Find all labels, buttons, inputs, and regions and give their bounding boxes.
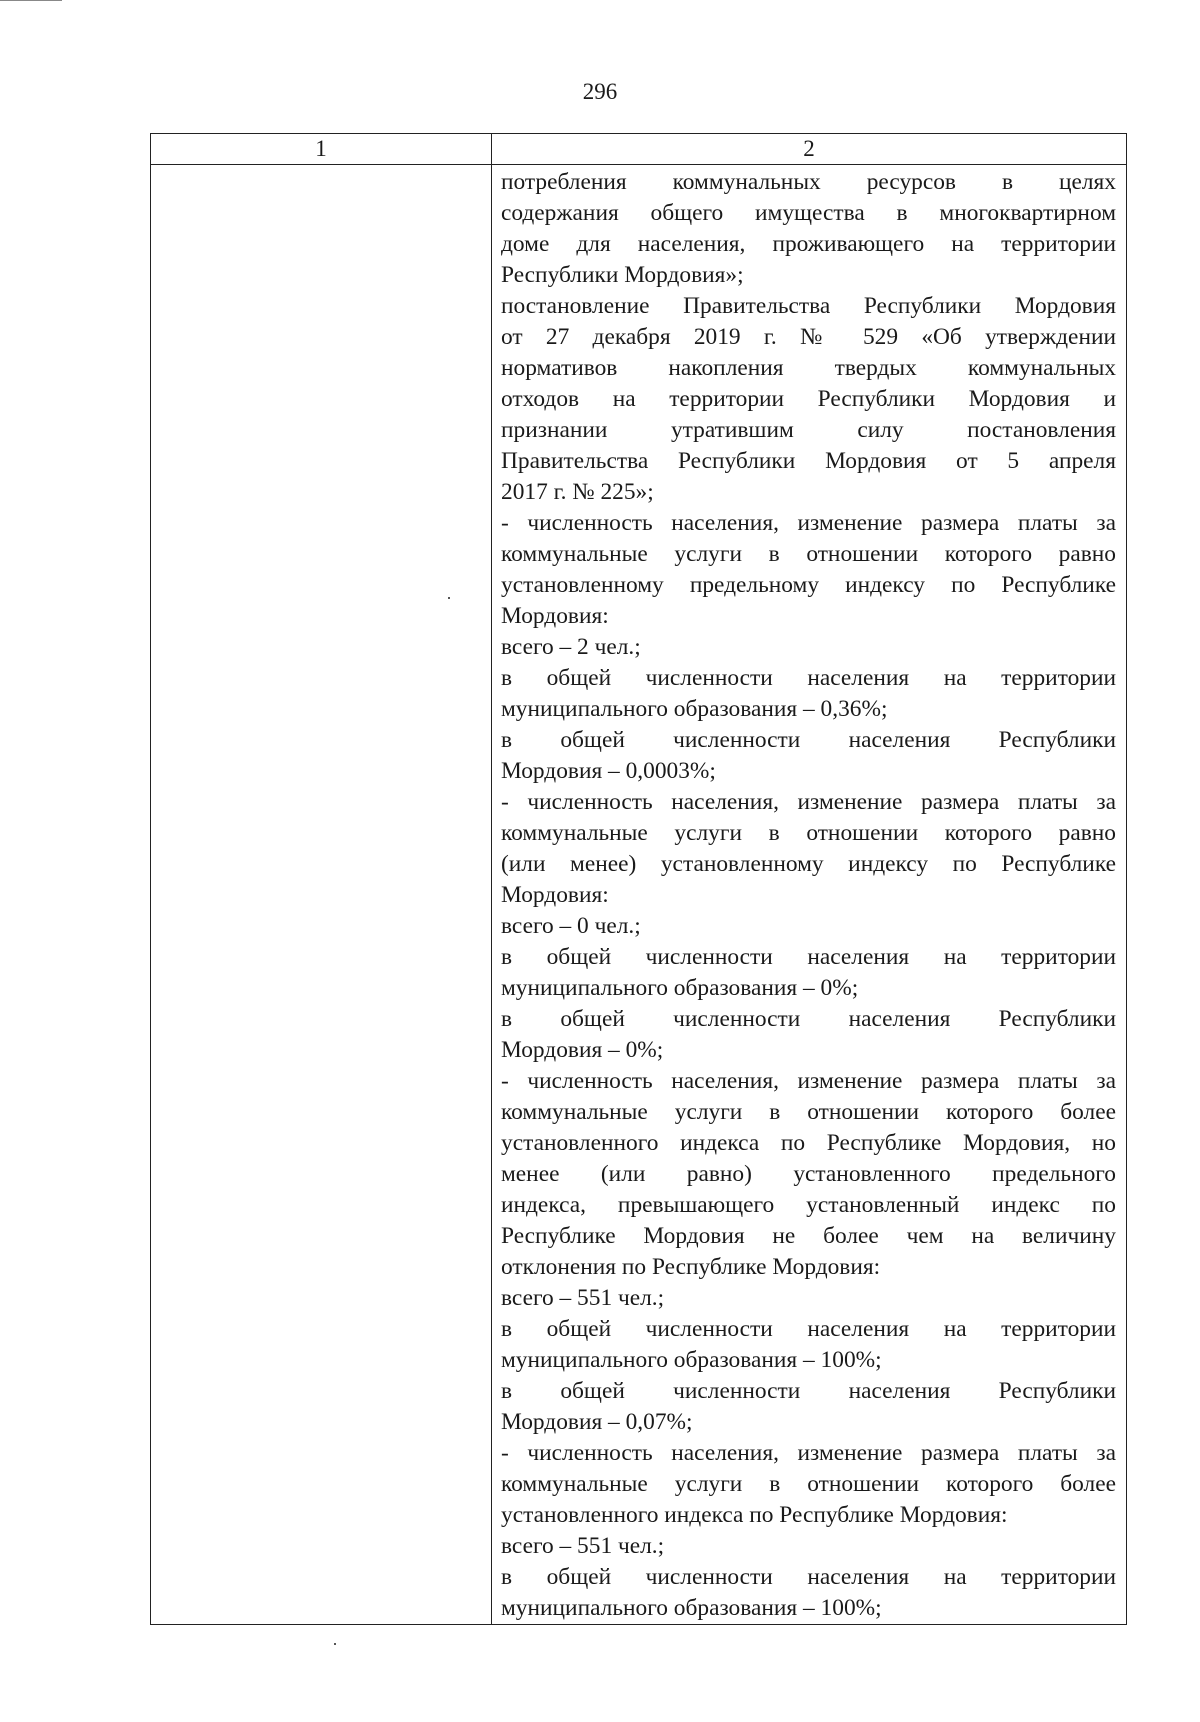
column-header-1: 1 — [151, 134, 492, 165]
text-line: Мордовия: — [501, 882, 609, 908]
text-line: 2017 г. № 225»; — [501, 479, 654, 505]
text-line: в общей численности населения Республики — [501, 1006, 1116, 1032]
text-line: муниципального образования – 0%; — [501, 975, 859, 1001]
text-line: индекса, превышающего установленный индекс по — [501, 1192, 1116, 1218]
text-line: - численность населения, изменение размера платы за — [501, 510, 1116, 536]
text-line: коммунальные услуги в отношении которого равно — [501, 541, 1116, 567]
text-line: в общей численности населения Республики — [501, 727, 1116, 753]
text-line: признании утратившим силу постановления — [501, 417, 1116, 443]
text-line: - численность населения, изменение размера платы за — [501, 1440, 1116, 1466]
document-table — [150, 133, 1127, 1625]
scan-speck — [334, 1643, 336, 1645]
text-line: коммунальные услуги в отношении которого равно — [501, 820, 1116, 846]
text-line: Правительства Республики Мордовия от 5 апреля — [501, 448, 1116, 474]
column-header-2: 2 — [492, 134, 1127, 165]
text-line: - численность населения, изменение размера платы за — [501, 789, 1116, 815]
text-line: содержания общего имущества в многоквартирном — [501, 200, 1116, 226]
text-line: доме для населения, проживающего на территории — [501, 231, 1116, 257]
text-line: менее (или равно) установленного предельного — [501, 1161, 1116, 1187]
text-line: отклонения по Республике Мордовия: — [501, 1254, 881, 1280]
text-line: всего – 551 чел.; — [501, 1285, 665, 1311]
column-1-cell — [151, 165, 492, 1625]
text-line: установленному предельному индексу по Республике — [501, 572, 1116, 598]
text-line: в общей численности населения на территории — [501, 1564, 1116, 1590]
text-line: всего – 551 чел.; — [501, 1533, 665, 1559]
text-line: - численность населения, изменение размера платы за — [501, 1068, 1116, 1094]
text-line: установленного индекса по Республике Мордовия: — [501, 1502, 1008, 1528]
text-line: в общей численности населения Республики — [501, 1378, 1116, 1404]
text-line: муниципального образования – 0,36%; — [501, 696, 888, 722]
text-line: всего – 0 чел.; — [501, 913, 641, 939]
text-line: муниципального образования – 100%; — [501, 1347, 882, 1373]
text-line: в общей численности населения на территории — [501, 1316, 1116, 1342]
text-line: Мордовия: — [501, 603, 609, 629]
text-line: муниципального образования – 100%; — [501, 1595, 882, 1621]
text-line: Мордовия – 0,0003%; — [501, 758, 716, 784]
text-line: потребления коммунальных ресурсов в целях — [501, 169, 1116, 195]
text-line: нормативов накопления твердых коммунальных — [501, 355, 1116, 381]
text-line: постановление Правительства Республики Мордовия — [501, 293, 1116, 319]
scan-edge-line — [0, 0, 62, 1]
text-line: коммунальные услуги в отношении которого более — [501, 1099, 1116, 1125]
text-line: Республике Мордовия не более чем на величину — [501, 1223, 1116, 1249]
text-line: Республики Мордовия»; — [501, 262, 744, 288]
text-line: установленного индекса по Республике Мордовия, но — [501, 1130, 1116, 1156]
table-header-row — [151, 134, 1127, 165]
text-line: коммунальные услуги в отношении которого более — [501, 1471, 1116, 1497]
text-line: в общей численности населения на территории — [501, 944, 1116, 970]
text-line: от 27 декабря 2019 г. № 529 «Об утверждении — [501, 324, 1116, 350]
column-2-cell — [492, 165, 1127, 1625]
text-line: Мордовия – 0%; — [501, 1037, 664, 1063]
text-line: всего – 2 чел.; — [501, 634, 641, 660]
text-line: отходов на территории Республики Мордовия и — [501, 386, 1116, 412]
text-line: Мордовия – 0,07%; — [501, 1409, 693, 1435]
page-number: 296 — [582, 79, 618, 104]
text-line: (или менее) установленному индексу по Республике — [501, 851, 1116, 877]
text-line: в общей численности населения на территории — [501, 665, 1116, 691]
table-row — [151, 165, 1127, 1625]
